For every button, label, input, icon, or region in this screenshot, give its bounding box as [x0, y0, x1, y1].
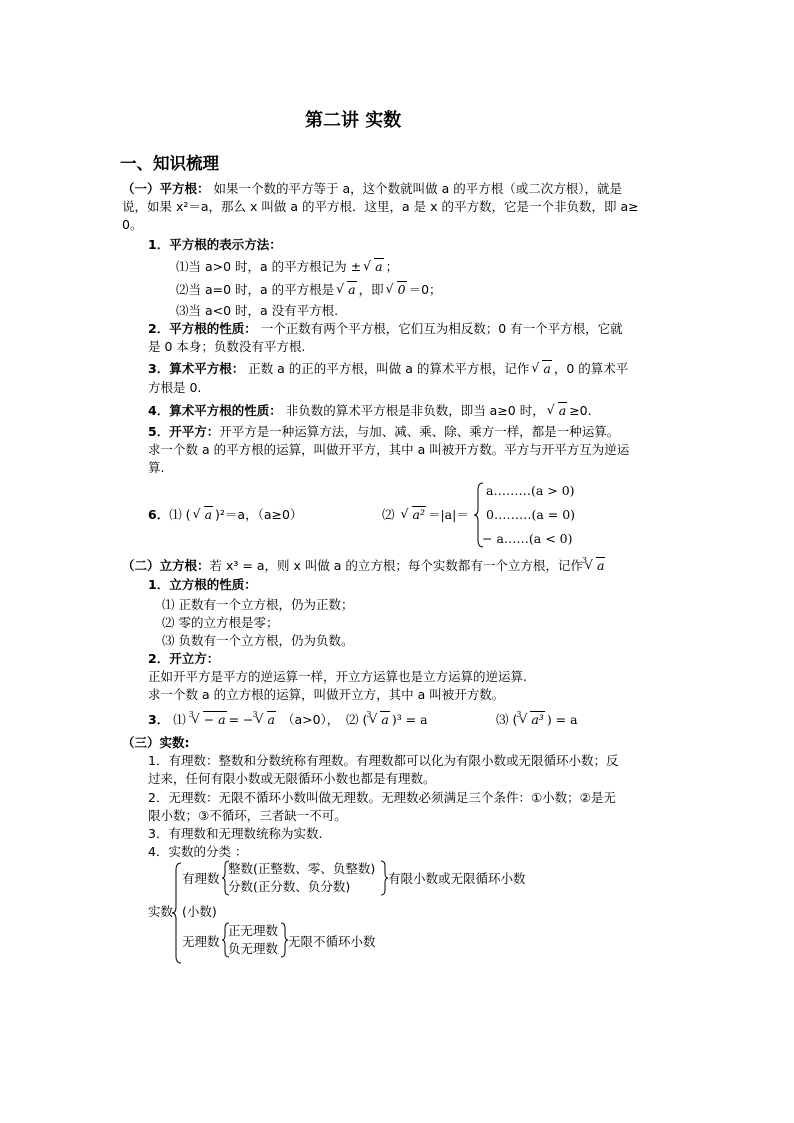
formula-2 — [382, 506, 469, 524]
cube-formula-3-close: ) = a — [546, 712, 578, 727]
radicand: a — [381, 712, 389, 727]
cube-formula-2 — [346, 711, 428, 729]
radicand: a³ — [531, 712, 544, 727]
class-positive-irrational: 正无理数 — [228, 923, 279, 938]
rational-definition-1: 1．有理数：整数和分数统称有理数。有理数都可以化为有限小数或无限循环小数；反 — [148, 753, 619, 768]
cube-root-definition — [122, 557, 607, 575]
class-negative-irrational: 负无理数 — [228, 941, 279, 956]
sqrt-symbol — [363, 258, 383, 276]
sqrt-def-line1: 如果一个数的平方等于 a，这个数就叫做 a 的平方根（或二次方根），就是 — [213, 181, 622, 196]
piecewise-case-negative: − a……(a < 0) — [482, 531, 573, 546]
cube-root-symbol — [188, 710, 227, 729]
class-rational: 有理数 — [182, 871, 220, 886]
sqrt-symbol — [193, 506, 213, 524]
radicand: a — [204, 507, 213, 522]
radicand: a² — [412, 507, 425, 522]
case2-end: ＝0； — [408, 282, 442, 297]
class-irrational: 无理数 — [182, 934, 220, 949]
arith-sqrt-prop-end: ≥0. — [569, 403, 592, 418]
sqrt-symbol — [336, 281, 356, 299]
cube-formula-2-close: )³ = a — [391, 712, 428, 727]
cube-formula-3-open: ⑶ ( — [496, 712, 518, 727]
sqrt-symbol — [531, 360, 551, 378]
irrational-definition-2: 限小数；③不循环，三者缺一不可。 — [148, 808, 347, 823]
formula-1-close: )²＝a，（a≥0） — [215, 507, 303, 522]
cube-formula-2-open: ⑵ ( — [346, 712, 368, 727]
arith-sqrt-line2: 方根是 0. — [148, 380, 202, 395]
sqrt-properties-line2: 是 0 本身；负数没有平方根. — [148, 339, 306, 354]
sqrt-properties-heading: 2．平方根的性质： — [148, 321, 257, 336]
extraction-heading: 5．开平方： — [148, 424, 220, 439]
radicand: − a — [203, 712, 226, 727]
radicand: a — [375, 259, 383, 274]
arith-sqrt — [148, 360, 628, 378]
class-rational-note: 有限小数或无限循环小数 — [388, 871, 526, 886]
sqrt-symbol — [547, 402, 567, 420]
cube-formula-3 — [496, 711, 578, 729]
piecewise-case-zero: 0………(a = 0) — [486, 507, 576, 522]
class-decimal: (小数) — [182, 904, 217, 919]
cube-root-prop-2: ⑵ 零的立方根是零； — [162, 615, 279, 630]
radicand: a — [596, 558, 605, 573]
sqrt-notation-case1 — [176, 258, 398, 276]
radicand: a — [267, 712, 275, 727]
root-index: √ 3 — [366, 710, 372, 719]
sqrt-label: （一）平方根： — [122, 181, 210, 196]
cube-root-label: （二）立方根： — [122, 558, 210, 573]
case2-mid: ，即 — [358, 282, 384, 297]
cube-formulas — [148, 711, 339, 729]
cube-root-def-text: 若 x³ = a，则 x 叫做 a 的立方根；每个实数都有一个立方根，记作 — [209, 558, 583, 573]
sqrt-definition — [122, 180, 622, 198]
cube-root-symbol — [366, 710, 389, 729]
irrational-close-brace — [280, 922, 288, 958]
sqrt-notation-case3: ⑶当 a<0 时，a 没有平方根. — [176, 303, 339, 318]
extraction-line2: 求一个数 a 的平方根的运算，叫做开平方，其中 a 叫被开方数。平方与开平方互为逆运 — [148, 442, 630, 457]
root-index: √ 3 — [516, 710, 522, 719]
extraction-line1: 开平方是一种运算方法，与加、减、乘、除、乘方一样，都是一种运算。 — [219, 424, 620, 439]
classification-root: 实数 — [148, 904, 174, 919]
case1-text: ⑴当 a>0 时，a 的平方根记为 ± — [176, 259, 362, 274]
sqrt-def-line2: 说，如果 x²＝a，那么 x 叫做 a 的平方根．这里，a 是 x 的平方数，它是一个非负数，即 a≥ — [122, 199, 639, 214]
arith-sqrt-heading: 3．算术平方根： — [148, 361, 245, 376]
sqrt-properties — [148, 320, 623, 338]
formula-1 — [148, 506, 302, 524]
section-heading: 一、知识梳理 — [120, 154, 219, 173]
cube-formula-1-eq: = − — [228, 712, 254, 727]
case1-end: ； — [385, 259, 399, 274]
classification-heading: 4．实数的分类 ： — [148, 844, 248, 859]
radicand: a — [543, 361, 551, 376]
sqrt-def-line3: 0。 — [122, 217, 143, 232]
arith-sqrt-prop-heading: 4．算术平方根的性质： — [148, 403, 282, 418]
cube-extraction-line1: 正如开平方是平方的逆运算一样，开立方运算也是立方运算的逆运算. — [148, 669, 527, 684]
cube-root-properties-heading: 1．立方根的性质： — [148, 577, 257, 592]
arith-sqrt-prop-text: 非负数的算术平方根是非负数，即当 a≥0 时， — [285, 403, 545, 418]
sqrt-notation-heading: 1．平方根的表示方法： — [148, 237, 282, 252]
root-index: √ 3 — [252, 710, 258, 719]
case2-text: ⑵当 a=0 时，a 的平方根是 — [176, 282, 335, 297]
cube-extraction-heading: 2．开立方： — [148, 651, 220, 666]
formula-2-label: ⑵ — [382, 507, 395, 522]
cube-root-symbol — [581, 556, 605, 575]
radicand: 0 — [397, 282, 406, 297]
formula-number: 6． — [148, 507, 170, 522]
cube-root-prop-3: ⑶ 负数有一个立方根，仍为负数。 — [162, 633, 354, 648]
cube-formula-1-cond: （a>0）， — [281, 712, 340, 727]
arith-sqrt-text: 正数 a 的正的平方根，叫做 a 的算术平方根，记作 — [248, 361, 530, 376]
formula-2-abs: ＝|a|＝ — [427, 507, 469, 522]
square-root-extraction — [148, 423, 619, 441]
arith-sqrt-end: ，0 的算术平 — [553, 361, 629, 376]
cube-root-symbol — [252, 710, 276, 729]
cube-root-symbol — [516, 710, 544, 729]
cube-root-prop-1: ⑴ 正数有一个立方根，仍为正数； — [162, 597, 354, 612]
sqrt-notation-case2 — [176, 281, 442, 299]
page-title: 第二讲 实数 — [305, 110, 402, 131]
cube-formula-1-label: ⑴ — [173, 712, 186, 727]
sqrt-symbol — [386, 281, 407, 299]
extraction-line3: 算. — [148, 460, 165, 475]
sqrt-properties-line1: 一个正数有两个平方根，它们互为相反数；0 有一个平方根，它就 — [260, 321, 623, 336]
radicand: a — [558, 403, 567, 418]
cube-extraction-line2: 求一个数 a 的立方根的运算，叫做开立方，其中 a 叫被开方数。 — [148, 687, 505, 702]
formula-number: 3． — [148, 712, 170, 727]
class-fraction: 分数(正分数、负分数) — [228, 879, 351, 894]
real-definition: 3．有理数和无理数统称为实数. — [148, 826, 323, 841]
sqrt-symbol — [401, 506, 426, 524]
arith-sqrt-properties — [148, 402, 592, 420]
rational-close-brace — [380, 860, 388, 896]
class-irrational-note: 无限不循环小数 — [288, 934, 376, 949]
real-brace — [172, 862, 182, 964]
formula-1-open: ⑴ ( — [169, 507, 191, 522]
root-index: √ 3 — [581, 556, 588, 565]
root-index: √ 3 — [188, 710, 194, 719]
class-integer: 整数(正整数、零、负整数) — [228, 861, 376, 876]
piecewise-case-positive: a………(a > 0) — [486, 483, 575, 498]
rational-definition-2: 过来，任何有限小数或无限循环小数也都是有理数。 — [148, 771, 436, 786]
irrational-definition-1: 2．无理数：无限不循环小数叫做无理数。无理数必须满足三个条件：①小数；②是无 — [148, 790, 616, 805]
real-numbers-label: （三）实数: — [122, 735, 190, 750]
radicand: a — [348, 282, 356, 297]
